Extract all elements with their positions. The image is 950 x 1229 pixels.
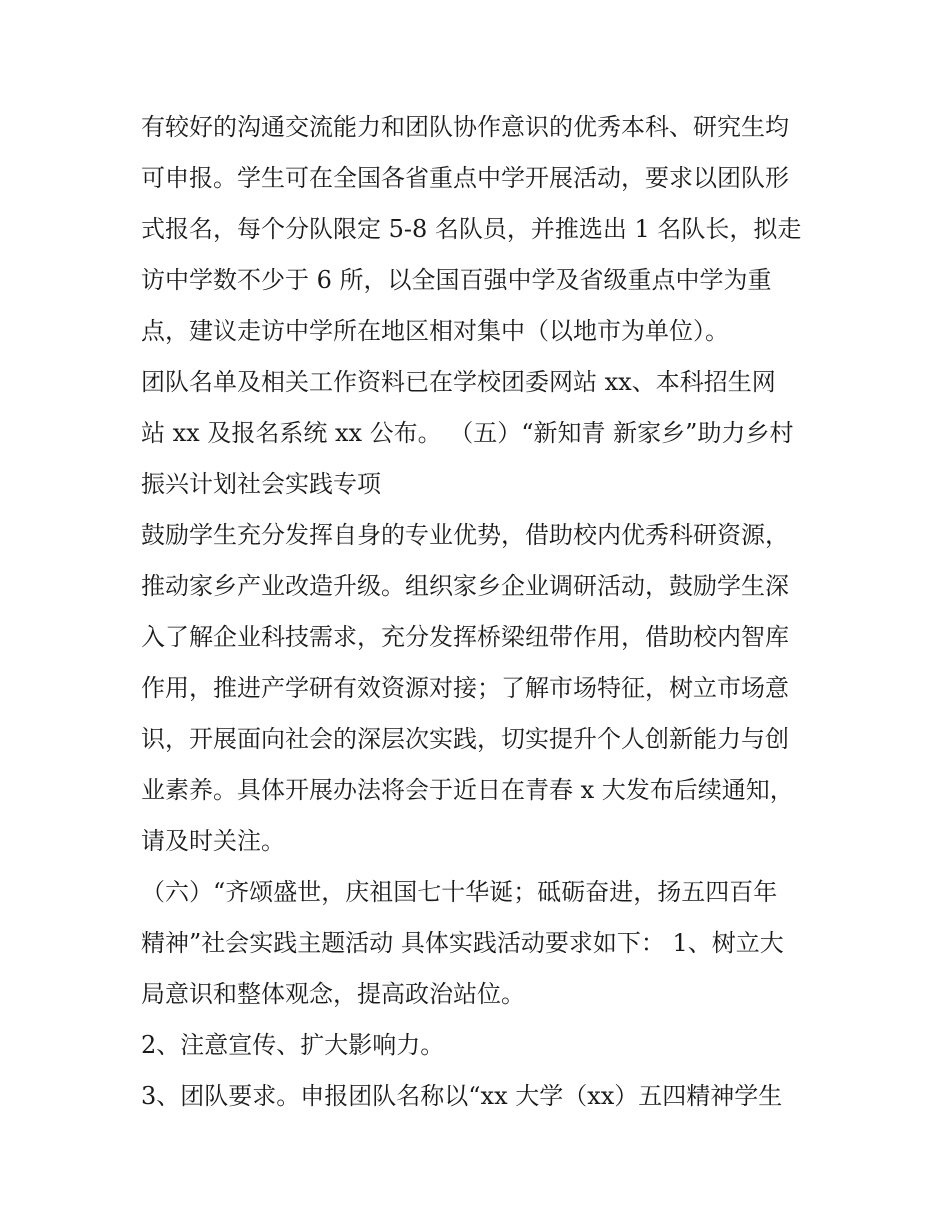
text-line: 站 xx 及报名系统 xx 公布。 （五）“新知青 新家乡”助力乡村	[141, 419, 794, 447]
text-line: 式报名，每个分队限定 5-8 名队员，并推选出 1 名队长，拟走	[141, 215, 802, 243]
text-line: 推动家乡产业改造升级。组织家乡企业调研活动，鼓励学生深	[141, 572, 789, 600]
text-line: 识，开展面向社会的深层次实践，切实提升个人创新能力与创	[141, 725, 789, 753]
text-line: 团队名单及相关工作资料已在学校团委网站 xx、本科招生网	[141, 368, 776, 396]
text-line: 点，建议走访中学所在地区相对集中（以地市为单位）。	[141, 317, 729, 345]
text-line: 振兴计划社会实践专项	[141, 470, 381, 498]
text-line: 可申报。学生可在全国各省重点中学开展活动，要求以团队形	[141, 164, 789, 192]
text-line: 请及时关注。	[141, 827, 285, 855]
text-line: 精神”社会实践主题活动 具体实践活动要求如下： 1、树立大	[141, 929, 784, 957]
text-line: 3、团队要求。申报团队名称以“xx 大学（xx）五四精神学生	[141, 1082, 783, 1110]
text-line: 2、注意宣传、扩大影响力。	[141, 1031, 445, 1059]
text-line: 入了解企业科技需求，充分发挥桥梁纽带作用，借助校内智库	[141, 623, 789, 651]
text-line: 访中学数不少于 6 所，以全国百强中学及省级重点中学为重	[141, 266, 772, 294]
text-line: 局意识和整体观念，提高政治站位。	[141, 980, 525, 1008]
document-body	[141, 102, 821, 1122]
text-line: 作用，推进产学研有效资源对接；了解市场特征，树立市场意	[141, 674, 789, 702]
text-line: （六）“齐颂盛世，庆祖国七十华诞；砥砺奋进，扬五四百年	[141, 878, 778, 906]
text-line: 有较好的沟通交流能力和团队协作意识的优秀本科、研究生均	[141, 113, 789, 141]
text-line: 业素养。具体开展办法将会于近日在青春 x 大发布后续通知，	[141, 776, 794, 804]
text-line: 鼓励学生充分发挥自身的专业优势，借助校内优秀科研资源，	[141, 521, 789, 549]
